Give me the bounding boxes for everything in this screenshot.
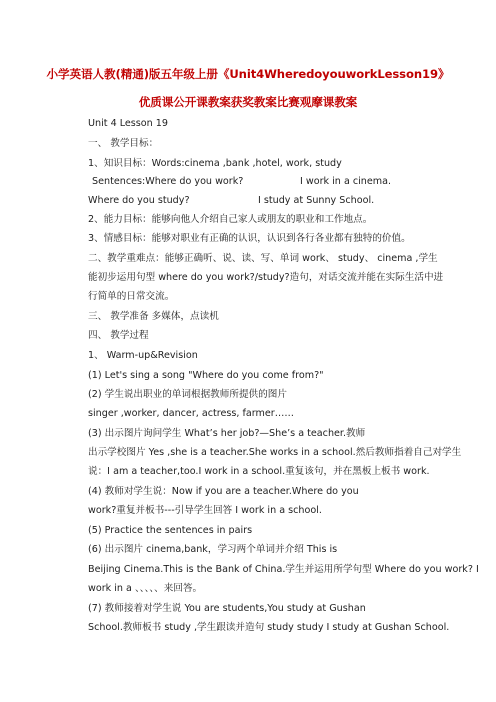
step-1: (1) Let's sing a song "Where do you come from?" [88,370,324,381]
section-objectives-heading: 一、 教学目标： [88,138,159,149]
sentence-i-study: I study at Sunny School. [258,195,375,206]
process-heading: 四、 教学过程 [88,330,149,341]
ability-objective: 2、能力目标：能够向他人介绍自己家人或朋友的职业和工作地点。 [88,214,373,225]
sentence-where-study: Where do you study? [88,195,190,206]
key-points-line-1: 二、教学重难点：能够正确听、说、读、写、单词 work、 study、 cinema ,学生 [88,253,438,264]
step-7-line-2: School.教师板书 study ,学生跟读并造句 study study I study at Gushan School. [88,622,450,633]
step-2-words: singer ,worker, dancer, actress, farmer…… [88,408,294,419]
step-3-line-2: 出示学校图片 Yes ,she is a teacher.She works in a school.然后教师指着自己对学生 [88,447,462,458]
unit-lesson-heading: Unit 4 Lesson 19 [88,118,169,129]
step-2: (2) 学生说出职业的单词根据教师所提供的图片 [88,389,287,400]
step-6-line-3: work in a 、、、、、来回答。 [88,583,203,594]
preparation-line: 三、 教学准备 多媒体，点读机 [88,311,219,322]
step-5: (5) Practice the sentences in pairs [88,525,253,536]
key-points-line-2: 能初步运用句型 where do you work?/study?造句，对话交流并能在实际生活中进 [88,272,444,283]
document-title-line-1: 小学英语人教(精通)版五年级上册《Unit4WheredoyouworkLesson19》 [46,67,450,81]
step-3-line-1: (3) 出示图片询问学生 What’s her job?—She’s a teacher.教师 [88,428,366,439]
key-points-line-3: 行简单的日常交流。 [88,291,175,302]
warmup-heading: 1、 Warm-up&Revision [88,350,198,361]
step-3-line-3: 说：I am a teacher,too.I work in a school.重复该句，并在黑板上板书 work. [88,466,430,477]
step-4-line-1: (4) 教师对学生说：Now if you are a teacher.Where do you [88,486,359,497]
step-7-line-1: (7) 教师接着对学生说 You are students,You study at Gushan [88,603,366,614]
step-4-line-2: work?重复并板书---引导学生回答 I work in a school. [88,505,322,516]
emotion-objective: 3、情感目标：能够对职业有正确的认识，认识到各行各业都有独特的价值。 [88,233,411,244]
sentence-where-work: Sentences:Where do you work? [92,176,244,187]
knowledge-objective: 1、知识目标：Words:cinema ,bank ,hotel, work, study [88,158,342,169]
document-title-line-2: 优质课公开课教案获奖教案比赛观摩课教案 [138,95,358,109]
step-6-line-2: Beijing Cinema.This is the Bank of China.学生并运用所学句型 Where do you work? I [88,564,479,575]
sentence-i-work: I work in a cinema. [300,176,392,187]
step-6-line-1: (6) 出示图片 cinema,bank，学习两个单词并介绍 This is [88,544,338,555]
